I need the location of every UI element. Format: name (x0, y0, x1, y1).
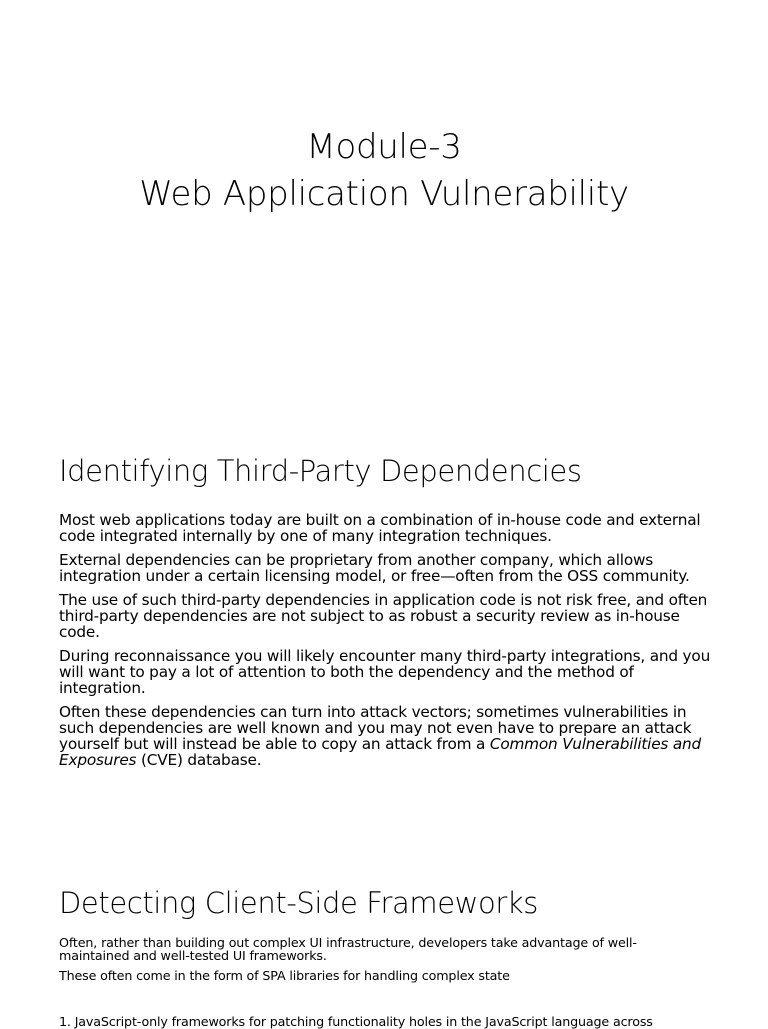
paragraph: These often come in the form of SPA libraries for handling complex state (59, 968, 510, 983)
paragraph: Often, rather than building out complex UI infrastructure, developers take advantage of well-maintained and well-tested UI frameworks. (59, 935, 637, 963)
title-slide (0, 0, 768, 430)
paragraph-text: (CVE) database. (136, 751, 262, 769)
paragraph-cve (59, 704, 719, 768)
paragraph: External dependencies can be proprietary from another company, which allows integration under a certain licensing model, or free—often from the OSS community. (59, 551, 690, 585)
module-title: Module-3 (306, 127, 462, 167)
slide-heading: Identifying Third-Party Dependencies (59, 454, 582, 488)
slide-body (59, 936, 699, 989)
module-subtitle: Web Application Vulnerability (139, 174, 629, 214)
paragraph-text: Often these dependencies can turn into attack vectors; sometimes vulnerabilities in such dependencies are well known and you may not even have to prepare an attack yourself but will instead be able to copy an attack from a (59, 703, 692, 753)
client-side-frameworks-slide (0, 850, 768, 1029)
paragraph: The use of such third-party dependencies in application code is not risk free, and often third-party dependencies are not subject to as robust a security review as in-house code. (59, 591, 708, 641)
third-party-dependencies-slide (0, 430, 768, 850)
numbered-item: 1. JavaScript-only frameworks for patching functionality holes in the JavaScript language across (59, 1014, 653, 1029)
paragraph: Most web applications today are built on a combination of in-house code and external code integrated internally by one of many integration techniques. (59, 511, 701, 545)
paragraph: During reconnaissance you will likely encounter many third-party integrations, and you will want to pay a lot of attention to both the dependency and the method of integration. (59, 647, 711, 697)
emphasis-text: Common Vulnerabilities and Exposures (59, 735, 702, 769)
slide-heading: Detecting Client-Side Frameworks (59, 886, 538, 920)
slide-body (59, 512, 719, 776)
